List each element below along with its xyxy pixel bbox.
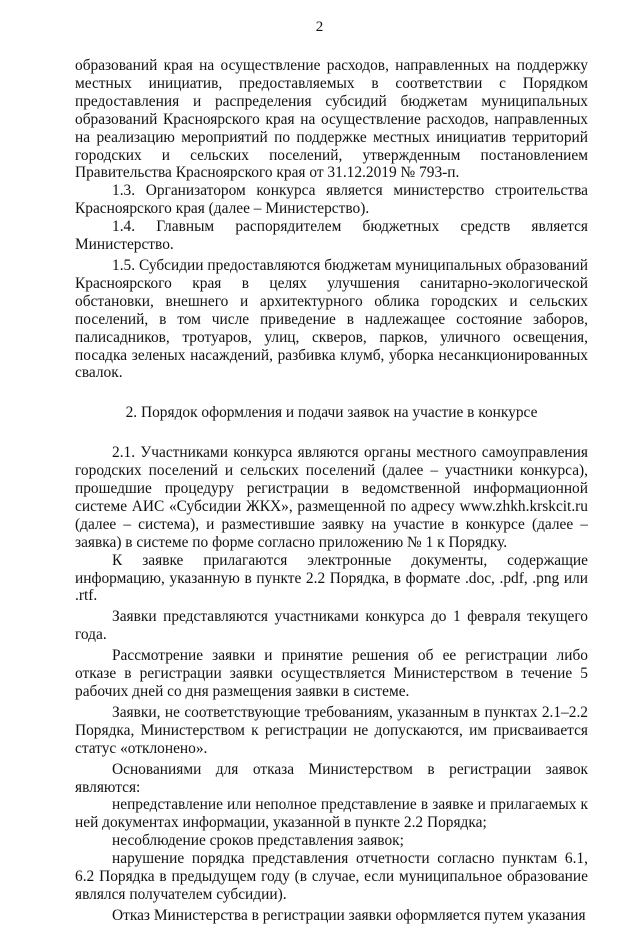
paragraph-2-1: 2.1. Участниками конкурса являются органы местного самоуправления городских поселений и сельских поселений (далее – участники конкурса), прошедшие процедуру регистрации в ведомственной информационной системе АИС «Субсидии ЖКХ», размещенной по адресу www.zhkh.krskcit.ru (далее – система), и разместившие заявку на участие в конкурсе (далее – заявка) в системе по форме согласно приложению № 1 к Порядку. <box>75 444 588 551</box>
paragraph-grounds: Основаниями для отказа Министерством в регистрации заявок являются: <box>75 760 588 796</box>
paragraph-refusal: Отказ Министерства в регистрации заявки оформляется путем указания <box>112 906 586 924</box>
paragraph-rejected: Заявки, не соответствующие требованиям, указанным в пунктах 2.1–2.2 Порядка, Министерством к регистрации не допускаются, им присваивается статус «отклонено». <box>75 703 588 757</box>
paragraph-1-5: 1.5. Субсидии предоставляются бюджетам муниципальных образований Красноярского края в целях улучшения санитарно-экологической обстановки, внешнего и архитектурного облика городских и сельских поселений, в том числе приведение в надлежащее состояние заборов, палисадников, тротуаров, улиц, скверов, парков, уличного освещения, посадка зеленых насаждений, разбивка клумб, уборка несанкционированных свалок. <box>75 256 588 382</box>
paragraph-deadline: Заявки представляются участниками конкурса до 1 февраля текущего года. <box>75 608 588 644</box>
paragraph-ground-1: непредставление или неполное представление в заявке и прилагаемых к ней документах информации, указанной в пункте 2.2 Порядка; <box>75 796 588 832</box>
paragraph-attachments: К заявке прилагаются электронные документы, содержащие информацию, указанную в пункте 2.2 Порядка, в формате .doc, .pdf, .png или .rtf. <box>75 551 588 605</box>
paragraph-ground-2: несоблюдение сроков представления заявок; <box>112 832 404 850</box>
paragraph-1-3: 1.3. Организатором конкурса является министерство строительства Красноярского края (далее – Министерство). <box>75 182 588 218</box>
paragraph-review: Рассмотрение заявки и принятие решения об ее регистрации либо отказе в регистрации заявки осуществляется Министерством в течение 5 рабочих дней со дня размещения заявки в системе. <box>75 647 588 700</box>
document-body <box>75 57 588 925</box>
paragraph-continuation: образований края на осуществление расходов, направленных на поддержку местных инициатив, предоставляемых в соответствии с Порядком предоставления и распределения субсидий бюджетам муниципальных образований Красноярского края на осуществление расходов, направленных на реализацию мероприятий по поддержке местных инициатив территорий городских и сельских поселений, утвержденным постановлением Правительства Красноярского края от 31.12.2019 № 793-п. <box>75 57 588 182</box>
section-heading: 2. Порядок оформления и подачи заявок на участие в конкурсе <box>125 404 538 422</box>
paragraph-1-4: 1.4. Главным распорядителем бюджетных средств является Министерство. <box>75 218 588 254</box>
paragraph-ground-3: нарушение порядка представления отчетности согласно пунктам 6.1, 6.2 Порядка в предыдущем году (в случае, если муниципальное образование являлся получателем субсидии). <box>75 850 588 903</box>
page-number: 2 <box>315 19 324 35</box>
